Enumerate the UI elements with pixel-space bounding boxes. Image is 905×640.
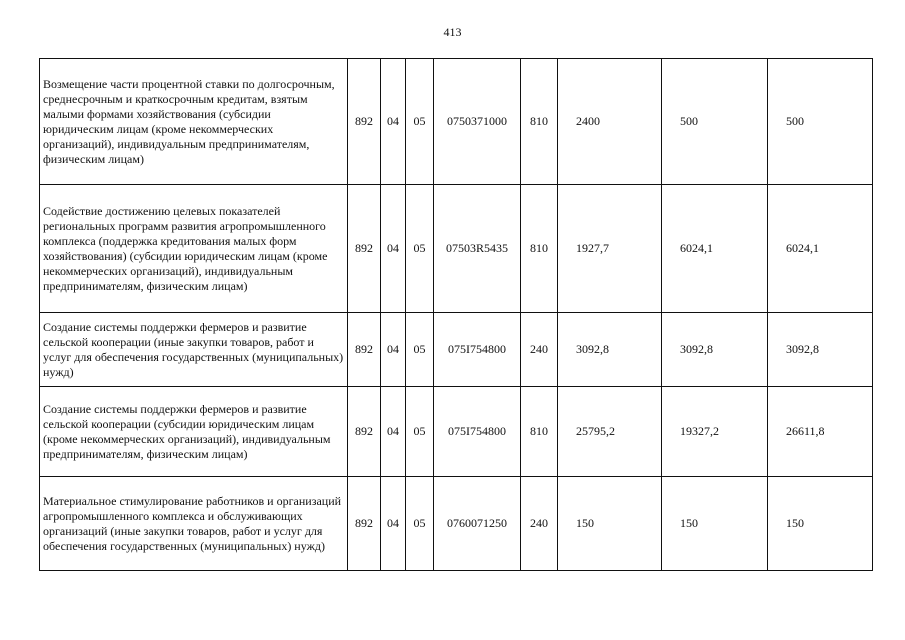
amount-2-cell: 3092,8 [662, 313, 768, 387]
subsection-code-cell: 05 [406, 477, 434, 571]
table-row [40, 185, 873, 313]
expense-type-cell: 810 [521, 59, 558, 185]
table-row [40, 59, 873, 185]
section-code-cell: 04 [381, 477, 406, 571]
amount-1-cell: 150 [558, 477, 662, 571]
table-row [40, 313, 873, 387]
subsection-code-cell: 05 [406, 387, 434, 477]
budget-table [39, 58, 873, 571]
ministry-code-cell: 892 [348, 59, 381, 185]
expense-name-cell: Создание системы поддержки фермеров и развитие сельской кооперации (иные закупки товаров, работ и услуг для обеспечения государственных (муниципальных) нужд) [40, 313, 348, 387]
expense-name-cell: Создание системы поддержки фермеров и развитие сельской кооперации (субсидии юридическим лицам (кроме некоммерческих организаций), индивидуальным предпринимателям, физическим лицам) [40, 387, 348, 477]
expense-type-cell: 810 [521, 387, 558, 477]
expense-name-cell: Содействие достижению целевых показателей региональных программ развития агропромышленного комплекса (поддержка кредитования малых форм хозяйствования) (субсидии юридическим лицам (кроме некоммерческих организаций), индивидуальным предпринимателям, физическим лицам) [40, 185, 348, 313]
ministry-code-cell: 892 [348, 387, 381, 477]
subsection-code-cell: 05 [406, 313, 434, 387]
expense-type-cell: 240 [521, 313, 558, 387]
expense-name-cell: Возмещение части процентной ставки по долгосрочным, среднесрочным и краткосрочным кредитам, взятым малыми формами хозяйствования (субсидии юридическим лицам (кроме некоммерческих организаций), индивидуальным предпринимателям, физическим лицам) [40, 59, 348, 185]
amount-1-cell: 3092,8 [558, 313, 662, 387]
section-code-cell: 04 [381, 387, 406, 477]
target-article-cell: 07503R5435 [434, 185, 521, 313]
amount-3-cell: 500 [768, 59, 873, 185]
target-article-cell: 0750371000 [434, 59, 521, 185]
amount-3-cell: 3092,8 [768, 313, 873, 387]
amount-3-cell: 150 [768, 477, 873, 571]
amount-2-cell: 6024,1 [662, 185, 768, 313]
target-article-cell: 0760071250 [434, 477, 521, 571]
section-code-cell: 04 [381, 185, 406, 313]
ministry-code-cell: 892 [348, 185, 381, 313]
amount-1-cell: 2400 [558, 59, 662, 185]
target-article-cell: 075I754800 [434, 313, 521, 387]
amount-3-cell: 6024,1 [768, 185, 873, 313]
ministry-code-cell: 892 [348, 313, 381, 387]
subsection-code-cell: 05 [406, 59, 434, 185]
amount-2-cell: 500 [662, 59, 768, 185]
table-row [40, 477, 873, 571]
amount-2-cell: 19327,2 [662, 387, 768, 477]
amount-1-cell: 25795,2 [558, 387, 662, 477]
amount-2-cell: 150 [662, 477, 768, 571]
amount-3-cell: 26611,8 [768, 387, 873, 477]
page-number: 413 [443, 25, 462, 39]
section-code-cell: 04 [381, 59, 406, 185]
expense-type-cell: 240 [521, 477, 558, 571]
target-article-cell: 075I754800 [434, 387, 521, 477]
section-code-cell: 04 [381, 313, 406, 387]
ministry-code-cell: 892 [348, 477, 381, 571]
expense-name-cell: Материальное стимулирование работников и организаций агропромышленного комплекса и обслуживающих организаций (иные закупки товаров, работ и услуг для обеспечения государственных (муниципальных) нужд) [40, 477, 348, 571]
expense-type-cell: 810 [521, 185, 558, 313]
amount-1-cell: 1927,7 [558, 185, 662, 313]
subsection-code-cell: 05 [406, 185, 434, 313]
table-row [40, 387, 873, 477]
